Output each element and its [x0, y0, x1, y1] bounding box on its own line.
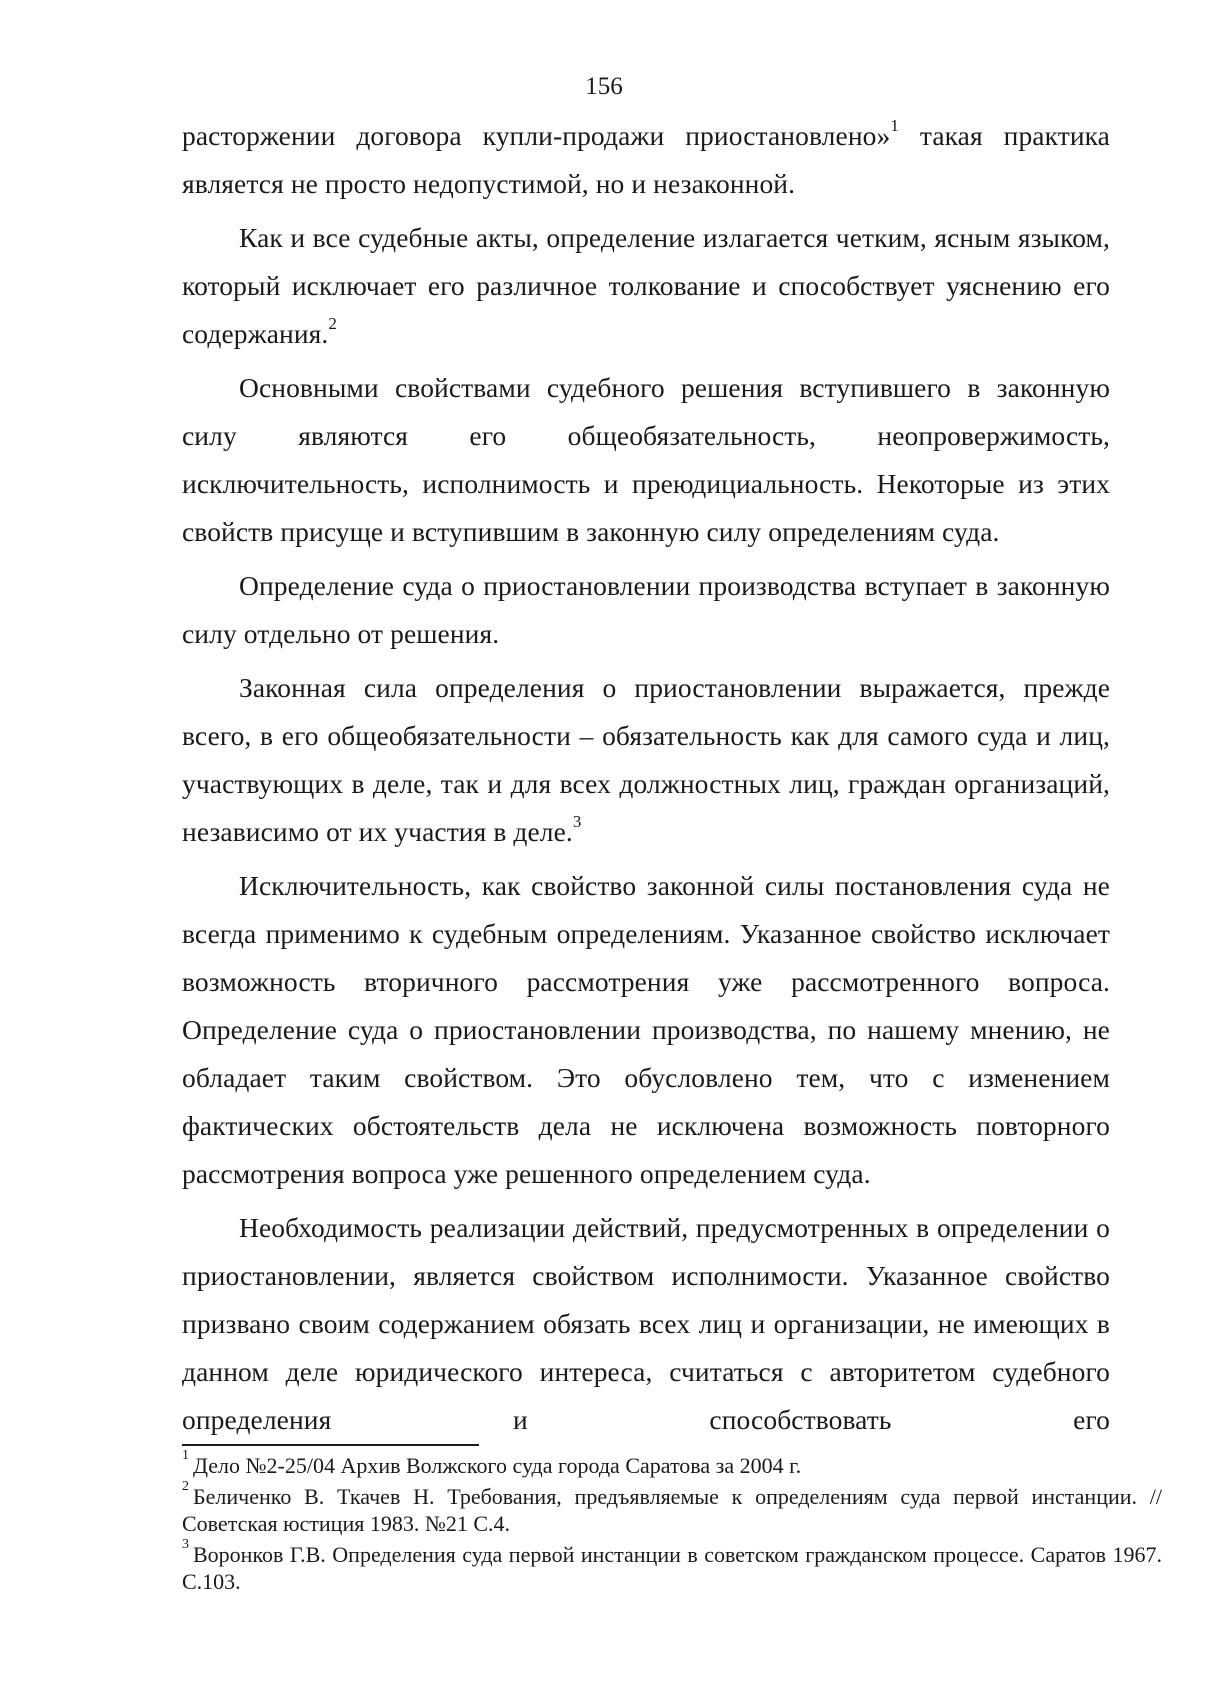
footnote-text: Беличенко В. Ткачев Н. Требования, предъявляемые к определениям суда первой инстанции. // Советская юстиция 1983. №21 С.4. — [182, 1484, 1162, 1536]
footnote-3 — [182, 1536, 1162, 1595]
page-number: 156 — [585, 73, 623, 100]
paragraph-text: Основными свойствами судебного решения вступившего в законную силу являются его общеобязательность, неопровержимость, исключительность, исполнимость и преюдициальность. Некоторые из этих свойств присуще и вступившим в законную силу определениям суда. — [182, 372, 1110, 547]
footnote-ref-3: 3 — [572, 811, 582, 831]
footnote-ref-2: 2 — [328, 313, 337, 333]
footnote-text: Воронков Г.В. Определения суда первой инстанции в советском гражданском процессе. Саратов 1967. С.103. — [182, 1542, 1162, 1594]
footnote-separator — [182, 1444, 479, 1446]
paragraph-text: Определение суда о приостановлении производства вступает в законную силу отдельно от решения. — [182, 570, 1110, 649]
paragraph-7 — [182, 1204, 1110, 1444]
footnote-2 — [182, 1478, 1162, 1537]
body-text — [182, 112, 1110, 1450]
paragraph-6 — [182, 862, 1110, 1198]
footnotes — [182, 1447, 1162, 1599]
paragraph-text-after: такая практика является не просто недопустимой, но и незаконной. — [182, 120, 1110, 199]
footnote-1 — [182, 1447, 1162, 1479]
footnote-marker: 3 — [182, 1536, 189, 1552]
paragraph-5 — [182, 664, 1110, 856]
footnote-text: Дело №2-25/04 Архив Волжского суда города Саратова за 2004 г. — [193, 1453, 802, 1478]
paragraph-1 — [182, 112, 1110, 208]
paragraph-text: Необходимость реализации действий, предусмотренных в определении о приостановлении, является свойством исполнимости. Указанное свойство призвано своим содержанием обязать всех лиц и организации, не имеющих в данном деле юридического интереса, считаться с авторитетом судебного определения и способствовать его — [182, 1212, 1110, 1435]
paragraph-2 — [182, 214, 1110, 358]
footnote-marker: 2 — [182, 1478, 189, 1494]
paragraph-text: Законная сила определения о приостановлении выражается, прежде всего, в его общеобязательности – обязательность как для самого суда и лиц, участвующих в деле, так и для всех должностных лиц, граждан организаций, независимо от их участия в деле. — [182, 672, 1110, 847]
footnote-marker: 1 — [182, 1447, 189, 1463]
paragraph-text: Исключительность, как свойство законной силы постановления суда не всегда применимо к судебным определениям. Указанное свойство исключает возможность вторичного рассмотрения уже рассмотренного вопроса. Определение суда о приостановлении производства, по нашему мнению, не обладает таким свойством. Это обусловлено тем, что с изменением фактических обстоятельств дела не исключена возможность повторного рассмотрения вопроса уже решенного определением суда. — [182, 870, 1110, 1189]
paragraph-4 — [182, 562, 1110, 658]
paragraph-text: расторжении договора купли-продажи приостановлено» — [182, 120, 891, 151]
footnote-ref-1: 1 — [890, 115, 899, 135]
paragraph-text: Как и все судебные акты, определение излагается четким, ясным языком, который исключает его различное толкование и способствует уяснению его содержания. — [182, 222, 1110, 349]
paragraph-3 — [182, 364, 1110, 556]
